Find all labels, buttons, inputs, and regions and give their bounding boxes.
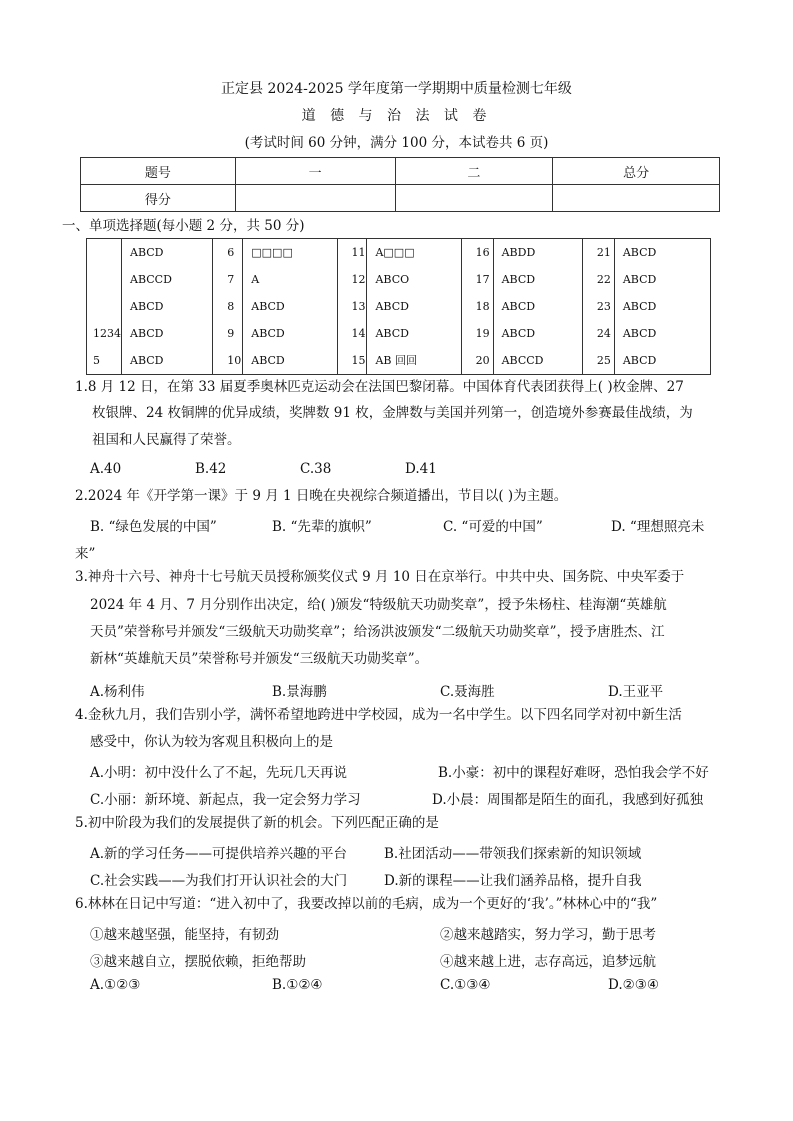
question-number [93,293,121,320]
question-6-statement-2: ②越来越踏实，努力学习，勤于思考 [440,927,656,943]
answer-grid-numbers-col-3 [337,239,367,375]
answer-options[interactable]: A□□□ [375,246,415,259]
answer-options[interactable]: ABCD [501,300,536,313]
question-number: 6 [227,246,235,259]
question-1-option-b[interactable]: B.42 [195,461,227,477]
question-6-option-d[interactable]: D.②③④ [608,977,659,993]
question-5-option-b[interactable]: B.社团活动——带领我们探索新的知识领域 [384,846,642,862]
score-header-part-2: 二 [395,158,553,185]
exam-title-line1: 正定县 2024-2025 学年度第一学期期中质量检测七年级 [221,81,572,97]
question-1-option-a[interactable]: A.40 [90,461,122,477]
question-3-line-4: 新林“英雄航天员”荣誉称号并颁发“三级航天功勋奖章”。 [90,651,429,667]
question-number: 19 [475,327,490,340]
question-1-option-c[interactable]: C.38 [300,461,332,477]
question-number: 14 [351,327,366,340]
question-4-line-1: 4.金秋九月，我们告别小学，满怀希望地跨进中学校园，成为一名中学生。以下四名同学对初中新生活 [75,707,682,723]
score-cell-part-2[interactable] [395,185,553,212]
question-number: 16 [475,246,490,259]
question-number: 20 [475,354,490,367]
answer-options[interactable]: ABCD [375,300,409,313]
section-title: 一、单项选择题(每小题 2 分，共 50 分) [62,218,305,234]
question-number: 18 [475,300,490,313]
score-header-question-no: 题号 [81,158,236,185]
question-2-option-d[interactable]: D. “理想照亮未 [611,519,705,535]
answer-grid-numbers-col-2 [213,239,243,375]
question-1-option-d[interactable]: D.41 [405,461,437,477]
question-4-option-d[interactable]: D.小晨：周围都是陌生的面孔，我感到好孤独 [432,792,704,808]
question-2-option-c[interactable]: C. “可爱的中国” [443,519,543,535]
question-number [93,266,121,293]
answer-options[interactable]: ABDD [501,246,536,259]
score-row-label: 得分 [81,185,236,212]
question-6-stem: 6.林林在日记中写道：“进入初中了，我要改掉以前的毛病，成为一个更好的‘我’。”林林心中的“我” [75,896,658,912]
question-number: 1234 [93,327,121,340]
question-5-option-d[interactable]: D.新的课程——让我们涵养品格，提升自我 [384,873,642,889]
question-6-statement-1: ①越来越坚强，能坚持，有韧劲 [90,927,279,943]
answer-options[interactable]: ABCD [622,327,657,340]
exam-info: (考试时间 60 分钟，满分 100 分，本试卷共 6 页) [244,135,549,151]
answer-grid [86,238,711,375]
question-3-option-c[interactable]: C.聂海胜 [440,684,495,700]
question-2-option-b[interactable]: B. “先辈的旗帜” [272,519,372,535]
question-number: 7 [227,273,235,286]
answer-options[interactable]: ABCD [501,327,536,340]
answer-options[interactable]: ABCD [375,327,409,340]
answer-options[interactable]: ABCD [251,327,285,340]
question-5-option-c[interactable]: C.社会实践——为我们打开认识社会的大门 [90,873,348,889]
answer-options[interactable]: □□□□ [251,246,293,259]
question-2-stem: 2.2024 年《开学第一课》于 9 月 1 日晚在央视综合频道播出，节目以( )为主题。 [75,488,568,504]
answer-options[interactable]: ABCD [251,300,285,313]
question-number: 24 [596,327,611,340]
question-3-line-1: 3.神舟十六号、神舟十七号航天员授称颁奖仪式 9 月 10 日在京举行。中共中央、国务院、中央军委于 [75,569,685,585]
answer-grid-row [87,239,711,375]
answer-options[interactable]: ABCO [375,273,410,286]
answer-grid-numbers-col-5 [582,239,614,375]
exam-title-subject: 道 德 与 治 法 试 卷 [301,108,492,124]
question-number: 12 [351,273,366,286]
score-header-part-1: 一 [235,158,395,185]
question-6-statement-4: ④越来越上进，志存高远，追梦远航 [440,954,656,970]
question-3-option-a[interactable]: A.杨利伟 [90,684,145,700]
answer-options[interactable]: ABCD [622,354,657,367]
question-2-option-a[interactable]: B. “绿色发展的中国” [90,519,217,535]
answer-options[interactable]: ABCD [130,354,164,367]
question-number: 10 [227,354,242,367]
answer-grid-options-col-5 [614,239,710,375]
question-number [93,239,121,266]
answer-options[interactable]: ABCD [130,246,164,259]
score-table-score-row [81,185,720,212]
answer-grid-options-col-1 [122,239,213,375]
score-header-total: 总分 [553,158,720,185]
answer-grid-numbers-col-4 [461,239,493,375]
score-cell-total[interactable] [553,185,720,212]
question-number: 15 [351,354,366,367]
question-number: 23 [596,300,611,313]
question-6-option-b[interactable]: B.①②④ [272,977,323,993]
question-5-option-a[interactable]: A.新的学习任务——可提供培养兴趣的平台 [90,846,348,862]
answer-options[interactable]: ABCD [501,273,536,286]
answer-grid-options-col-2 [243,239,337,375]
question-4-option-a[interactable]: A.小明：初中没什么了不起，先玩几天再说 [90,765,348,781]
answer-options[interactable]: ABCD [251,354,285,367]
score-cell-part-1[interactable] [235,185,395,212]
answer-options[interactable]: ABCD [622,273,657,286]
question-4-option-c[interactable]: C.小丽：新环境、新起点，我一定会努力学习 [90,792,361,808]
question-6-option-a[interactable]: A.①②③ [90,977,141,993]
question-6-option-c[interactable]: C.①③④ [440,977,491,993]
answer-grid-numbers-col-1 [87,239,122,375]
answer-options[interactable]: AB 回回 [375,354,417,367]
question-number: 17 [475,273,490,286]
answer-options[interactable]: ABCD [130,300,164,313]
answer-options[interactable]: ABCCD [130,273,172,286]
answer-options[interactable]: ABCD [622,246,657,259]
question-2-option-d-wrap: 来” [75,546,96,562]
question-number: 13 [351,300,366,313]
question-4-option-b[interactable]: B.小豪：初中的课程好难呀，恐怕我会学不好 [438,765,709,781]
question-3-option-d[interactable]: D.王亚平 [608,684,664,700]
question-1-line-2: 枚银牌、24 枚铜牌的优异成绩，奖牌数 91 枚，金牌数与美国并列第一，创造境外参赛最佳战绩，为 [92,405,693,421]
score-table-header-row [81,158,720,185]
answer-options[interactable]: A [251,273,260,286]
answer-grid-options-col-3 [367,239,461,375]
question-6-statement-3: ③越来越自立，摆脱依赖，拒绝帮助 [90,954,306,970]
question-number: 21 [596,246,611,259]
score-table [80,157,720,212]
question-1-line-3: 祖国和人民赢得了荣誉。 [92,432,241,448]
answer-grid-options-col-4 [493,239,582,375]
question-number: 5 [93,354,100,367]
answer-options[interactable]: ABCD [622,300,657,313]
answer-options[interactable]: ABCD [130,327,164,340]
question-number: 22 [596,273,611,286]
question-number: 25 [596,354,611,367]
question-number: 8 [227,300,235,313]
question-1-line-1: 1.8 月 12 日，在第 33 届夏季奥林匹克运动会在法国巴黎闭幕。中国体育代表团获得上( )枚金牌、27 [75,379,684,395]
question-3-option-b[interactable]: B.景海鹏 [272,684,327,700]
answer-options[interactable]: ABCCD [501,354,544,367]
question-5-stem: 5.初中阶段为我们的发展提供了新的机会。下列匹配正确的是 [75,815,439,831]
question-4-line-2: 感受中，你认为较为客观且积极向上的是 [90,734,333,750]
question-3-line-2: 2024 年 4 月、7 月分别作出决定，给( )颁发“特级航天功勋奖章”，授予朱杨柱、桂海潮“英雄航 [90,597,667,613]
question-number: 9 [227,327,235,340]
question-number: 11 [351,246,366,259]
question-3-line-3: 天员”荣誉称号并颁发“三级航天功勋奖章”；给汤洪波颁发“二级航天功勋奖章”，授予唐胜杰、江 [90,624,665,640]
